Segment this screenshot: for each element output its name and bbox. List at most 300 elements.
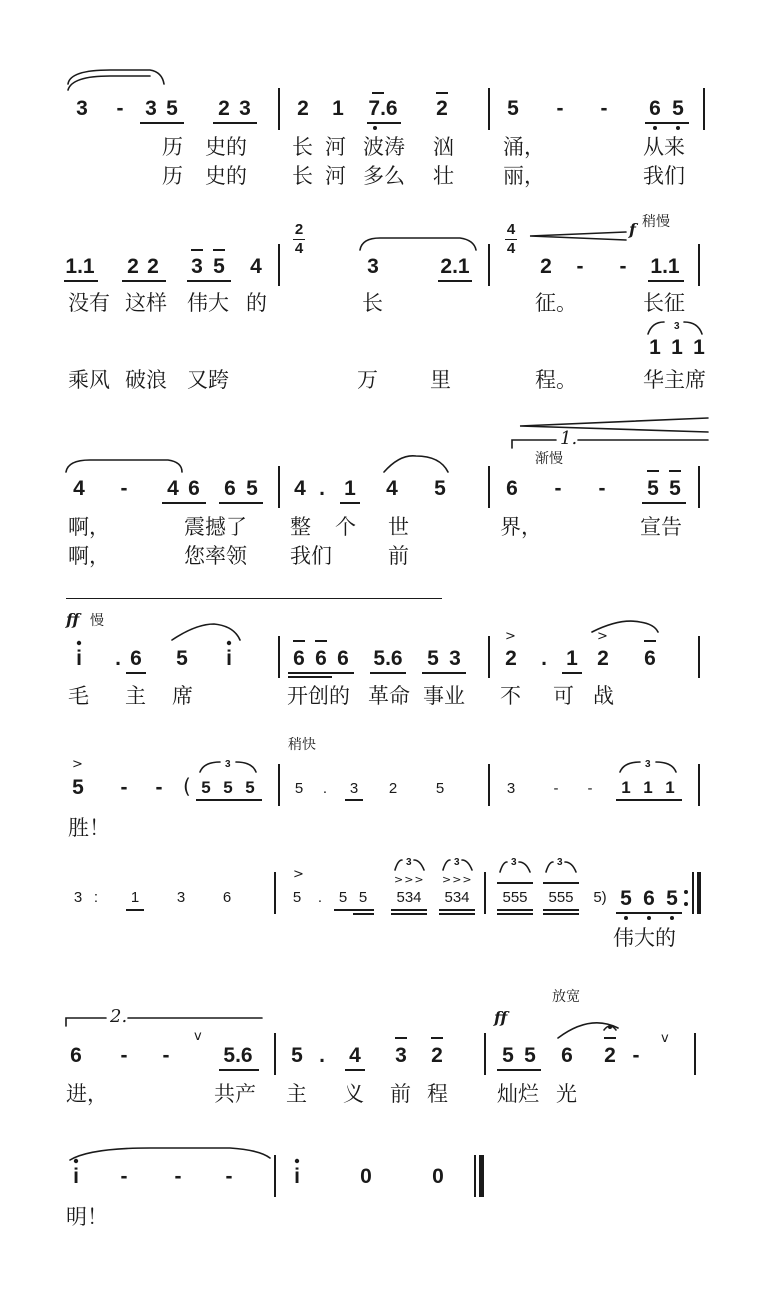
note: 1.1	[65, 255, 95, 278]
lyric: 席	[172, 684, 193, 708]
dot-extension: .	[322, 780, 328, 797]
close-paren-note: 5)	[593, 889, 607, 906]
lyric: 我们	[643, 164, 685, 188]
note: 3	[449, 647, 461, 670]
underline	[367, 122, 401, 124]
octave-line	[436, 92, 448, 94]
section-rule	[66, 598, 442, 599]
repeat-barline-thick	[697, 872, 701, 914]
octave-line	[372, 92, 384, 94]
note: 5	[669, 477, 681, 500]
lyric: 的	[246, 291, 267, 315]
barline	[484, 1033, 486, 1075]
note: 3	[239, 97, 251, 120]
dash: -	[556, 97, 564, 120]
note: 6	[224, 477, 236, 500]
note: 4	[349, 1044, 361, 1067]
lyric: 义	[343, 1082, 364, 1106]
underline	[126, 909, 144, 911]
accent-marks: >>>	[394, 873, 425, 886]
underline	[288, 672, 354, 674]
slur	[68, 70, 164, 84]
volta-1-label: 1.	[560, 428, 578, 449]
high-octave-dot	[227, 641, 231, 645]
decrescendo-hairpin	[520, 418, 708, 432]
note: 6	[643, 887, 655, 910]
note: 5	[647, 477, 659, 500]
barline	[484, 872, 486, 914]
lyric: 乘风	[68, 368, 110, 392]
lyric: 征。	[535, 291, 577, 315]
accent-mark: >	[505, 629, 516, 644]
note: 5	[502, 1044, 514, 1067]
note: 5	[291, 1044, 303, 1067]
underline	[196, 799, 262, 801]
lyric: 胜！	[68, 816, 110, 840]
volta-2-bracket	[66, 1018, 262, 1026]
barline	[278, 636, 280, 678]
note: 5	[176, 647, 188, 670]
note-high: i	[73, 1165, 79, 1188]
note-group: 534	[396, 889, 422, 906]
lyric: 长征	[643, 291, 685, 315]
time-signature-denominator: 4	[506, 240, 516, 257]
fermata-arc	[604, 1026, 616, 1030]
note: 6	[315, 647, 327, 670]
note: 1	[643, 778, 653, 797]
slur	[70, 1148, 270, 1160]
lyric: 波涛	[363, 135, 405, 159]
lyric: 主	[286, 1082, 307, 1106]
underline-double	[497, 913, 533, 915]
low-octave-dot	[653, 126, 657, 130]
dynamic-f: f	[629, 220, 636, 239]
lyric: 世	[388, 515, 409, 539]
note: 6	[337, 647, 349, 670]
octave-line	[543, 882, 579, 884]
underline	[140, 122, 184, 124]
lyric: 华主席	[643, 368, 706, 392]
note-group: 534	[444, 889, 470, 906]
underline	[370, 672, 406, 674]
note: 5	[434, 477, 446, 500]
note: 5	[223, 778, 233, 797]
underline	[162, 502, 206, 504]
crescendo-hairpin	[530, 232, 626, 240]
note: 2	[218, 97, 230, 120]
tempo-mark: 渐慢	[535, 451, 563, 467]
barline	[274, 1155, 276, 1197]
lyric: 长	[292, 164, 313, 188]
lyric: 革命	[368, 684, 410, 708]
octave-line	[213, 249, 225, 251]
triplet-mark: 3	[225, 759, 231, 770]
octave-line	[431, 1037, 443, 1039]
note: 6	[506, 477, 518, 500]
note: 2	[388, 780, 398, 797]
lyric: 前	[390, 1082, 411, 1106]
note-high: i	[226, 647, 232, 670]
note: 5	[201, 778, 211, 797]
lyric: 个	[335, 515, 356, 539]
underline	[422, 672, 466, 674]
lyric: 这样	[125, 291, 167, 315]
note: 6	[293, 647, 305, 670]
underline	[345, 1069, 365, 1071]
underline-double	[543, 913, 579, 915]
barline	[488, 764, 490, 806]
low-octave-dot	[676, 126, 680, 130]
lyric: 史的	[205, 135, 247, 159]
underline	[213, 122, 257, 124]
note: 5	[294, 780, 304, 797]
lyric: 您率领	[184, 544, 247, 568]
volta-2-label: 2.	[110, 1006, 128, 1027]
note: 1	[621, 778, 631, 797]
lyric: 多么	[363, 164, 405, 188]
underline	[64, 280, 98, 282]
lyric: 灿烂	[497, 1082, 539, 1106]
note: 2	[431, 1044, 443, 1067]
repeat-dot	[684, 902, 688, 906]
note: 2	[597, 647, 609, 670]
lyric: 程	[427, 1082, 448, 1106]
note: 6	[644, 647, 656, 670]
note: 6	[188, 477, 200, 500]
note: 2	[436, 97, 448, 120]
note-group: 555	[548, 889, 574, 906]
note: 5	[166, 97, 178, 120]
note: 6	[70, 1044, 82, 1067]
note: 4	[386, 477, 398, 500]
dash: -	[120, 477, 128, 500]
triplet-mark: 3	[674, 321, 680, 332]
low-octave-dot	[670, 916, 674, 920]
slur	[558, 1023, 618, 1038]
lyric: 进，	[66, 1082, 108, 1106]
lyric: 历	[162, 135, 183, 159]
note: 4	[294, 477, 306, 500]
note: 1	[671, 336, 683, 359]
dash: -	[120, 776, 128, 799]
lyric: 丽，	[503, 164, 545, 188]
note: 5	[338, 889, 348, 906]
lyric: 从来	[643, 135, 685, 159]
lyric: 啊，	[68, 544, 110, 568]
barline	[278, 88, 280, 130]
note: 4	[167, 477, 179, 500]
dash: -	[619, 255, 627, 278]
note: 5	[213, 255, 225, 278]
note: 5	[620, 887, 632, 910]
breath-mark: v	[194, 1029, 202, 1044]
triplet-mark: 3	[557, 857, 563, 868]
barline	[698, 636, 700, 678]
slur	[384, 456, 448, 472]
breath-mark: v	[661, 1031, 669, 1046]
underline	[126, 672, 146, 674]
octave-line	[293, 640, 305, 642]
underline	[438, 280, 472, 282]
lyric: 里	[430, 368, 451, 392]
octave-line	[644, 640, 656, 642]
lyric: 可	[553, 684, 574, 708]
dash: -	[598, 477, 606, 500]
final-barline-thin	[474, 1155, 476, 1197]
note: 3	[191, 255, 203, 278]
underline-double	[353, 913, 374, 915]
barline	[488, 636, 490, 678]
note: 1.1	[650, 255, 680, 278]
underline	[122, 280, 166, 282]
barline	[698, 466, 700, 508]
note: 1	[693, 336, 705, 359]
underline	[334, 909, 374, 911]
lyric: 明！	[66, 1205, 108, 1229]
underline	[642, 502, 686, 504]
octave-line	[604, 1037, 616, 1039]
lyric: 汹	[433, 135, 454, 159]
note: 6	[561, 1044, 573, 1067]
tempo-mark: 稍快	[288, 737, 316, 753]
note: 3	[145, 97, 157, 120]
tempo-mark: 放宽	[552, 989, 580, 1005]
underline-double	[288, 676, 332, 678]
underline	[340, 502, 360, 504]
final-barline-thick	[479, 1155, 484, 1197]
lyric: 啊，	[68, 515, 110, 539]
lyric: 前	[388, 544, 409, 568]
note: 1	[344, 477, 356, 500]
octave-line	[647, 470, 659, 472]
note: 5	[672, 97, 684, 120]
note: 3	[73, 889, 83, 906]
time-signature-numerator: 4	[506, 221, 516, 238]
barline	[698, 244, 700, 286]
dash: -	[116, 97, 124, 120]
dash: -	[576, 255, 584, 278]
note: 6	[222, 889, 232, 906]
barline	[488, 88, 490, 130]
note: 5	[507, 97, 519, 120]
note: 2	[505, 647, 517, 670]
low-octave-dot	[624, 916, 628, 920]
note: 6	[649, 97, 661, 120]
note: 3	[349, 780, 359, 797]
octave-line	[315, 640, 327, 642]
time-signature-numerator: 2	[294, 221, 304, 238]
underline	[497, 1069, 541, 1071]
note: 5.6	[223, 1044, 253, 1067]
barline	[278, 244, 280, 286]
octave-line	[191, 249, 203, 251]
note: 1	[649, 336, 661, 359]
lyric: 历	[162, 164, 183, 188]
lyric: 宣告	[640, 515, 682, 539]
dash: -	[554, 477, 562, 500]
lyric: 不	[500, 684, 521, 708]
dash: -	[120, 1044, 128, 1067]
triplet-mark: 3	[454, 857, 460, 868]
fermata-dot	[608, 1025, 612, 1029]
accent-mark: >	[293, 867, 304, 882]
note: 7.6	[368, 97, 398, 120]
note: 5	[292, 889, 302, 906]
lyric: 史的	[205, 164, 247, 188]
lyric: 万	[357, 368, 378, 392]
note: 4	[250, 255, 262, 278]
lyric: 事业	[423, 684, 465, 708]
triplet-mark: 3	[511, 857, 517, 868]
accent-marks: >>>	[442, 873, 473, 886]
note: 3	[367, 255, 379, 278]
octave-line	[395, 1037, 407, 1039]
lyric: 整	[290, 515, 311, 539]
note: 1	[332, 97, 344, 120]
note: 5	[358, 889, 368, 906]
dash: -	[600, 97, 608, 120]
lyric: 光	[556, 1082, 577, 1106]
underline	[645, 122, 689, 124]
slur	[172, 624, 240, 640]
note: 4	[73, 477, 85, 500]
dot-extension: .	[317, 889, 323, 906]
lyric: 程。	[535, 368, 577, 392]
lyric: 河	[325, 135, 346, 159]
dot-extension: .	[319, 477, 325, 500]
underline	[219, 502, 263, 504]
underline	[219, 1069, 259, 1071]
dash: -	[225, 1165, 233, 1188]
barline	[488, 466, 490, 508]
note: 2	[297, 97, 309, 120]
note: 1	[130, 889, 140, 906]
barline	[274, 872, 276, 914]
dot-extension: .	[115, 647, 121, 670]
note: 3	[395, 1044, 407, 1067]
dynamic-ff: ff	[66, 610, 80, 629]
dot-extension: .	[319, 1044, 325, 1067]
barline	[703, 88, 705, 130]
note: 5	[427, 647, 439, 670]
note-high: i	[294, 1165, 300, 1188]
dash: -	[632, 1044, 640, 1067]
dash: -	[162, 1044, 170, 1067]
lyric: 河	[325, 164, 346, 188]
high-octave-dot	[77, 641, 81, 645]
slur	[66, 460, 182, 472]
lyric: 震撼了	[184, 515, 247, 539]
lyric: 涌，	[503, 135, 545, 159]
underline	[187, 280, 231, 282]
rest: 0	[432, 1165, 444, 1188]
note: 2	[147, 255, 159, 278]
triplet-mark: 3	[645, 759, 651, 770]
barline	[278, 466, 280, 508]
note: 5	[72, 776, 84, 799]
note: 2.1	[440, 255, 470, 278]
underline	[345, 799, 363, 801]
lyric: 长	[292, 135, 313, 159]
lyric: 长	[362, 291, 383, 315]
underline	[391, 909, 427, 911]
repeat-barline-thin	[692, 872, 694, 914]
low-octave-dot	[373, 126, 377, 130]
barline	[274, 1033, 276, 1075]
triplet-mark: 3	[406, 857, 412, 868]
underline-double	[439, 913, 475, 915]
note: 5	[246, 477, 258, 500]
underline	[439, 909, 475, 911]
note: 1	[665, 778, 675, 797]
lyric: 开创的	[287, 684, 350, 708]
accent-mark: >	[72, 757, 83, 772]
note: 3	[176, 889, 186, 906]
octave-line	[497, 882, 533, 884]
barline	[278, 764, 280, 806]
slur	[360, 238, 476, 250]
lyric: 战	[593, 684, 614, 708]
underline	[562, 672, 582, 674]
lyric: 伟大	[187, 291, 229, 315]
note: 1	[566, 647, 578, 670]
dash: -	[174, 1165, 182, 1188]
underline	[543, 909, 579, 911]
barline	[694, 1033, 696, 1075]
note: 2	[540, 255, 552, 278]
lyric: 伟大的	[613, 926, 676, 950]
underline-double	[391, 913, 427, 915]
note: 3	[76, 97, 88, 120]
open-paren: (	[183, 774, 191, 798]
low-octave-dot	[647, 916, 651, 920]
note: 5	[245, 778, 255, 797]
colon-sign: :	[93, 889, 99, 906]
time-signature-denominator: 4	[294, 240, 304, 257]
rest: 0	[360, 1165, 372, 1188]
lyric: 壮	[433, 164, 454, 188]
barline	[488, 244, 490, 286]
lyric: 主	[125, 684, 146, 708]
barline	[698, 764, 700, 806]
lyric: 界，	[500, 515, 542, 539]
octave-line	[669, 470, 681, 472]
dash: -	[587, 780, 593, 797]
accent-mark: >	[597, 629, 608, 644]
tempo-mark: 慢	[90, 613, 104, 629]
note-group: 555	[502, 889, 528, 906]
dot-extension: .	[541, 647, 547, 670]
underline	[497, 909, 533, 911]
dash: -	[155, 776, 163, 799]
note: 3	[506, 780, 516, 797]
repeat-dot	[684, 890, 688, 894]
note: 5	[435, 780, 445, 797]
underline	[616, 912, 682, 914]
note: 5.6	[373, 647, 403, 670]
dash: -	[553, 780, 559, 797]
underline	[648, 280, 684, 282]
lyric: 破浪	[125, 368, 167, 392]
dash: -	[120, 1165, 128, 1188]
tempo-mark: 稍慢	[642, 214, 670, 230]
high-octave-dot	[295, 1159, 299, 1163]
lyric: 共产	[214, 1082, 256, 1106]
note: 2	[127, 255, 139, 278]
lyric: 又跨	[187, 368, 229, 392]
lyric: 我们	[290, 544, 332, 568]
note: 2	[604, 1044, 616, 1067]
